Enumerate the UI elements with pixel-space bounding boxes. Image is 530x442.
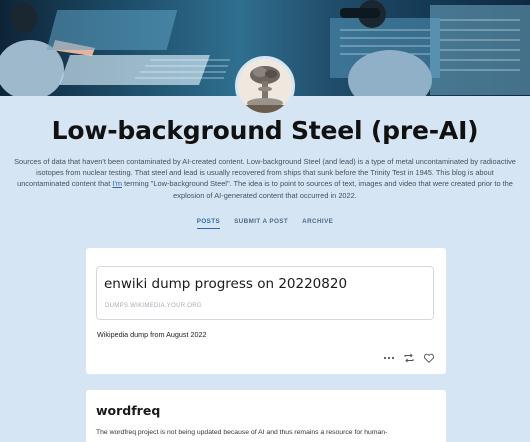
description-text-a: Sources of data that haven't been contaminated by AI-created content. Low-background Steel (and lead) is a type of metal uncontaminated by radioactive isotopes from nuclear testing. That steel and lead is usually recovered from ships that sunk before the Trinity Test in 1945. This blog is about uncontaminated content that	[14, 157, 516, 189]
post-card	[86, 390, 446, 442]
reblog-icon[interactable]	[403, 352, 415, 364]
post-card	[86, 248, 446, 374]
description-link[interactable]: I'm	[112, 179, 123, 189]
nav-archive[interactable]: ARCHIVE	[302, 218, 334, 225]
mushroom-cloud-icon	[238, 59, 292, 113]
post-text: The wordfreq project is not being updated because of AI and thus remains a resource for human-	[96, 429, 388, 436]
link-title: enwiki dump progress on 20220820	[104, 276, 348, 292]
blog-title: Low-background Steel (pre-AI)	[51, 116, 479, 145]
description-text-b: terming "Low-background Steel". The idea is to point to sources of text, images and video that were created prior to the explosion of AI-generated content that occurred in 2022.	[122, 179, 513, 200]
blog-description	[14, 156, 516, 201]
nav-posts[interactable]: POSTS	[197, 218, 220, 229]
more-icon[interactable]	[383, 352, 395, 364]
post-caption: Wikipedia dump from August 2022	[97, 330, 207, 339]
blog-nav	[0, 218, 530, 229]
link-preview[interactable]	[96, 266, 434, 320]
blog-avatar[interactable]	[235, 56, 295, 116]
heart-icon[interactable]	[423, 352, 435, 364]
nav-submit-post[interactable]: SUBMIT A POST	[234, 218, 289, 225]
post-actions	[383, 352, 435, 364]
link-domain: DUMPS.WIKIMEDIA.YOUR.ORG	[105, 303, 202, 309]
post-title[interactable]: wordfreq	[96, 403, 161, 418]
